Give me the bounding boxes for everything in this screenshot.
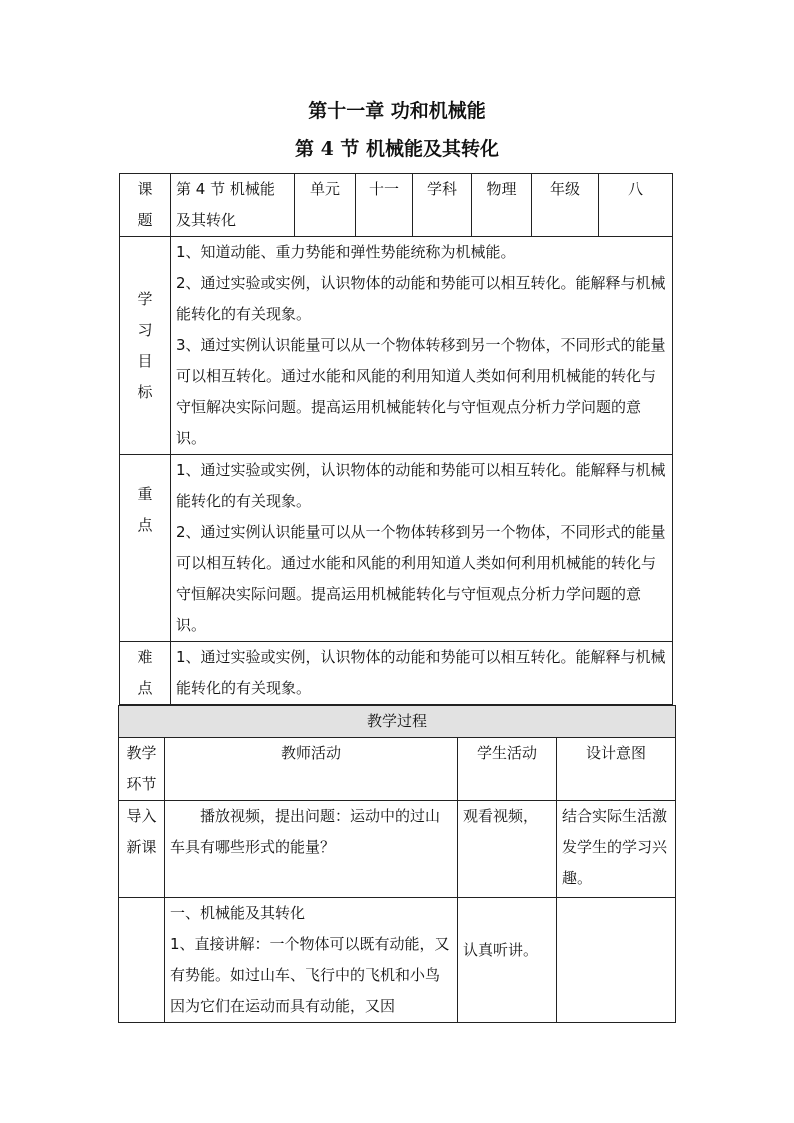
- section-title: 第 4 节 机械能及其转化: [294, 138, 500, 160]
- key-points-label: 重 点: [120, 455, 171, 642]
- teacher-activity-cell: 播放视频，提出问题：运动中的过山车具有哪些形式的能量？: [165, 801, 458, 898]
- stage-cell: 导入新课: [119, 801, 165, 898]
- student-activity-cell: 观看视频，: [458, 801, 557, 898]
- key-point-item: 1、通过实验或实例，认识物体的动能和势能可以相互转化。能解释与机械能转化的有关现象。: [176, 461, 666, 510]
- student-activity-cell: 认真听讲。: [458, 898, 557, 1023]
- key-points-content: [171, 455, 673, 642]
- teacher-activity-text: 1、直接讲解：一个物体可以既有动能，又有势能。如过山车、飞行中的飞机和小鸟因为它们在运动而具有动能，又因: [170, 935, 450, 1015]
- difficult-point-item: 1、通过实验或实例，认识物体的动能和势能可以相互转化。能解释与机械能转化的有关现象。: [176, 648, 666, 697]
- teacher-activity-cell: [165, 898, 458, 1023]
- teacher-activity-heading: 一、机械能及其转化: [170, 904, 306, 922]
- stage-cell: [119, 898, 165, 1023]
- grade-label: 年级: [532, 174, 599, 237]
- subject-value: 物理: [472, 174, 532, 237]
- difficult-points-content: [171, 642, 673, 705]
- col-intent-header: 设计意图: [557, 738, 676, 801]
- process-header: 教学过程: [119, 706, 676, 738]
- process-row-intro: [119, 801, 676, 898]
- goal-item: 1、知道动能、重力势能和弹性势能统称为机械能。: [176, 243, 516, 261]
- col-student-header: 学生活动: [458, 738, 557, 801]
- difficult-points-row: [120, 642, 673, 705]
- lesson-info-table: [119, 173, 673, 705]
- course-label: 课 题: [120, 174, 171, 237]
- difficult-points-label: 难 点: [120, 642, 171, 705]
- unit-value: 十一: [356, 174, 413, 237]
- goal-item: 3、通过实例认识能量可以从一个物体转移到另一个物体，不同形式的能量可以相互转化。通过水能和风能的利用知道人类如何利用机械能的转化与守恒解决实际问题。提高运用机械能转化与守恒观点分析力学问题的意识。: [176, 336, 666, 447]
- unit-label: 单元: [295, 174, 356, 237]
- goals-content: [171, 237, 673, 455]
- col-stage-header: 教学环节: [119, 738, 165, 801]
- subject-label: 学科: [413, 174, 472, 237]
- key-points-row: [120, 455, 673, 642]
- process-column-headers: [119, 738, 676, 801]
- col-teacher-header: 教师活动: [165, 738, 458, 801]
- goals-label: 学 习 目 标: [120, 237, 171, 455]
- goals-row: [120, 237, 673, 455]
- teaching-process-table: [118, 705, 676, 1023]
- design-intent-cell: [557, 898, 676, 1023]
- grade-value: 八: [599, 174, 673, 237]
- key-point-item: 2、通过实例认识能量可以从一个物体转移到另一个物体，不同形式的能量可以相互转化。通过水能和风能的利用知道人类如何利用机械能的转化与守恒解决实际问题。提高运用机械能转化与守恒观点分析力学问题的意识。: [176, 523, 666, 634]
- goal-item: 2、通过实验或实例，认识物体的动能和势能可以相互转化。能解释与机械能转化的有关现象。: [176, 274, 666, 323]
- process-row-lesson: [119, 898, 676, 1023]
- course-value: 第 4 节 机械能及其转化: [171, 174, 295, 237]
- course-row: [120, 174, 673, 237]
- design-intent-cell: 结合实际生活激发学生的学习兴趣。: [557, 801, 676, 898]
- chapter-title: 第十一章 功和机械能: [308, 100, 486, 122]
